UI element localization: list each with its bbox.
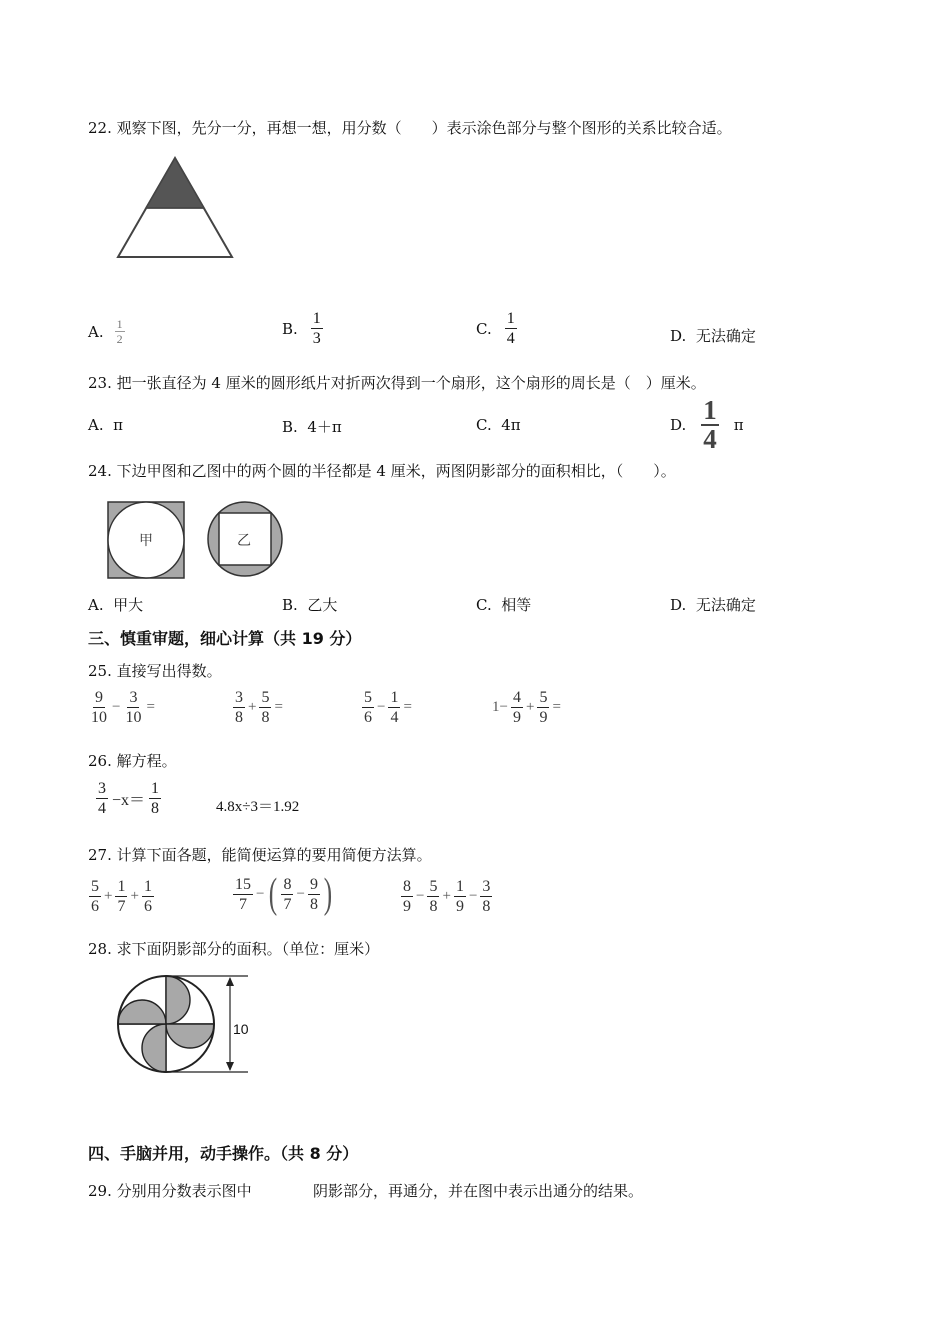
- q26-equation-1: $\frac{3}{4}$ −x＝ $\frac{1}{8}$: [98, 780, 160, 817]
- q24-option-b[interactable]: B. 乙大: [282, 596, 338, 614]
- q23-option-b[interactable]: B. 4＋π: [282, 418, 342, 436]
- q25-expression-3: $\frac{5}{6}$ − $\frac{1}{4}$ =: [364, 689, 412, 726]
- q23-text: 23. 把一张直径为 4 厘米的圆形纸片对折两次得到一个扇形，这个扇形的周长是（ ）厘米。: [88, 374, 706, 392]
- fraction: $\frac{1}{2}$: [116, 317, 123, 346]
- q22-option-c[interactable]: C. $\frac{1}{4}$: [476, 310, 515, 347]
- q22-text: 22. 观察下图，先分一分，再想一想，用分数（ ）表示涂色部分与整个图形的关系比较合适。: [88, 119, 732, 137]
- q27-expression-1: $\frac{5}{6}$ + $\frac{1}{7}$ + $\frac{1}{6}$: [91, 878, 152, 915]
- fraction: $\frac{1}{4}$: [506, 310, 515, 347]
- q23-option-a[interactable]: A. π: [88, 416, 124, 434]
- q24-option-a[interactable]: A. 甲大: [88, 596, 144, 614]
- q22-option-d[interactable]: D. 无法确定: [670, 327, 756, 345]
- q22-option-b[interactable]: B. $\frac{1}{3}$: [282, 310, 321, 347]
- q27-expression-2: $\frac{15}{7}$ − ( $\frac{8}{7}$ − $\frac{9}{8}$ ): [235, 871, 333, 917]
- q25-text: 25. 直接写出得数。: [88, 662, 222, 680]
- q28-text: 28. 求下面阴影部分的面积。（单位：厘米）: [88, 940, 380, 958]
- q23-option-d[interactable]: D. $\frac{1}{4}$ π: [670, 395, 744, 454]
- section-4-heading: 四、手脑并用，动手操作。（共 8 分）: [88, 1144, 359, 1163]
- q25-expression-1: $\frac{9}{10}$ − $\frac{3}{10}$ =: [91, 689, 155, 726]
- q27-text: 27. 计算下面各题，能简便运算的要用简便方法算。: [88, 846, 432, 864]
- q26-equation-2: 4.8x÷3＝1.92: [216, 799, 300, 815]
- q22-option-a[interactable]: A. $\frac{1}{2}$: [88, 317, 123, 346]
- q23-option-c[interactable]: C. 4π: [476, 416, 521, 434]
- q29-text-start: 29. 分别用分数表示图中: [88, 1182, 252, 1200]
- fraction: $\frac{1}{4}$: [703, 395, 717, 454]
- q24-option-d[interactable]: D. 无法确定: [670, 596, 756, 614]
- q27-expression-3: $\frac{8}{9}$ − $\frac{5}{8}$ + $\frac{1}{9}$ − $\frac{3}{8}$: [403, 878, 491, 915]
- q24-text: 24. 下边甲图和乙图中的两个圆的半径都是 4 厘米，两图阴影部分的面积相比，（ ）。: [88, 462, 676, 480]
- q24-label-yi: 乙: [237, 533, 251, 549]
- q22-triangle-figure: [112, 152, 240, 264]
- fraction: $\frac{1}{3}$: [312, 310, 321, 347]
- q29-text-end: 阴影部分，再通分，并在图中表示出通分的结果。: [313, 1182, 644, 1200]
- section-3-heading: 三、慎重审题，细心计算（共 19 分）: [88, 629, 362, 648]
- q26-text: 26. 解方程。: [88, 752, 177, 770]
- q24-option-c[interactable]: C. 相等: [476, 596, 532, 614]
- q25-expression-4: 1− $\frac{4}{9}$ + $\frac{5}{9}$ =: [492, 689, 561, 726]
- q24-label-jia: 甲: [139, 533, 153, 549]
- q28-dimension-label: 10: [233, 1021, 249, 1037]
- q25-expression-2: $\frac{3}{8}$ + $\frac{5}{8}$ =: [235, 689, 283, 726]
